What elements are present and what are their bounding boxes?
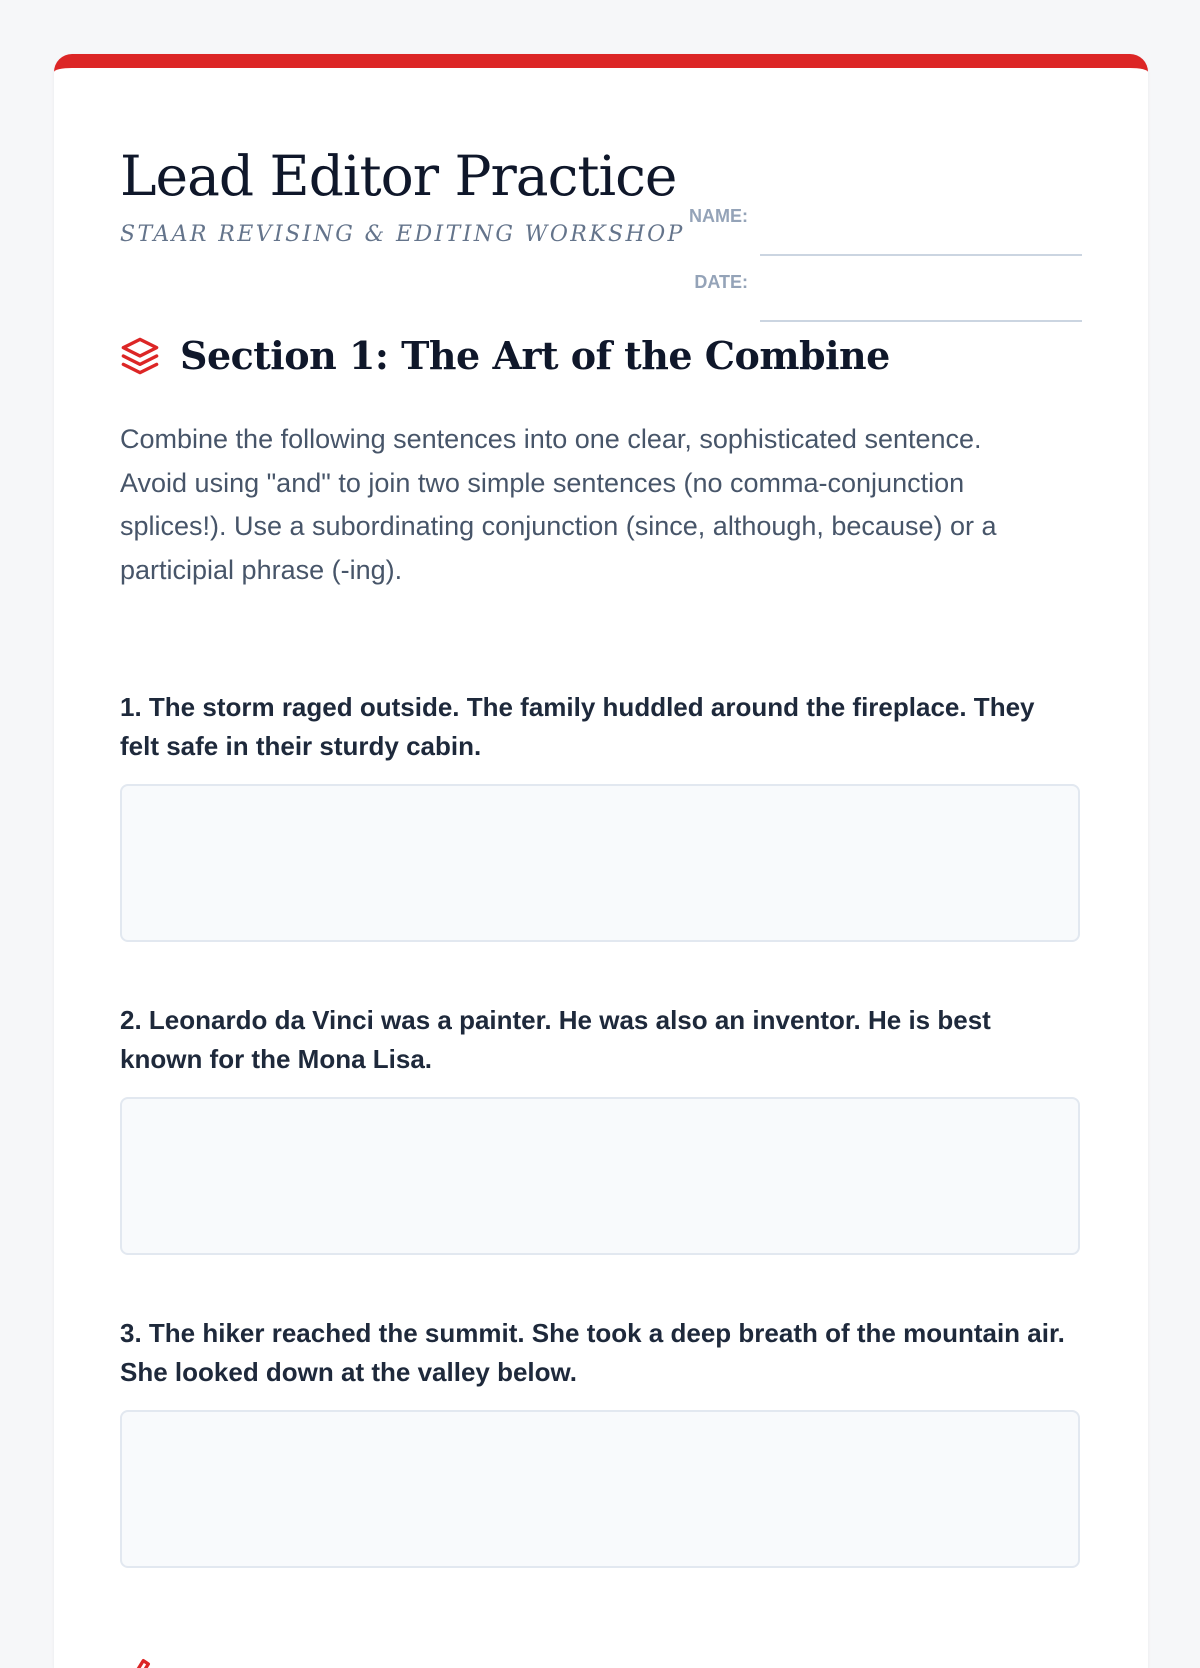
question-3-prompt: 3. The hiker reached the summit. She took a deep breath of the mountain air. She looked down at the valley below. <box>120 1318 1065 1387</box>
section-1-title: Section 1: The Art of the Combine <box>180 333 890 378</box>
page-title: Lead Editor Practice <box>120 144 677 208</box>
worksheet-header <box>120 140 1082 292</box>
section-1-header <box>120 326 1080 386</box>
question-2 <box>120 1001 1080 1255</box>
name-label: NAME: <box>689 206 748 226</box>
question-1-prompt: 1. The storm raged outside. The family huddled around the fireplace. They felt safe in their sturdy cabin. <box>120 692 1035 761</box>
date-field-row <box>674 272 1082 302</box>
next-section-icon <box>120 1654 160 1668</box>
layers-icon <box>120 336 160 376</box>
section-1-instructions: Combine the following sentences into one clear, sophisticated sentence. Avoid using "and" to join two simple sentences (no comma-conjunction splices!). Use a subordinating conjunction (since, although, because) or a participial phrase (-ing). <box>120 424 997 585</box>
question-1 <box>120 688 1080 942</box>
question-3-answer-box[interactable] <box>120 1410 1080 1568</box>
question-1-answer-box[interactable] <box>120 784 1080 942</box>
name-field[interactable] <box>760 228 1082 256</box>
date-field[interactable] <box>760 294 1082 322</box>
date-label: DATE: <box>694 272 748 292</box>
question-2-prompt: 2. Leonardo da Vinci was a painter. He was also an inventor. He is best known for the Mona Lisa. <box>120 1005 991 1074</box>
question-2-answer-box[interactable] <box>120 1097 1080 1255</box>
question-3 <box>120 1314 1080 1568</box>
name-field-row <box>674 206 1082 236</box>
worksheet-card <box>54 54 1148 1668</box>
page-subtitle: STAAR REVISING & EDITING WORKSHOP <box>120 222 685 247</box>
